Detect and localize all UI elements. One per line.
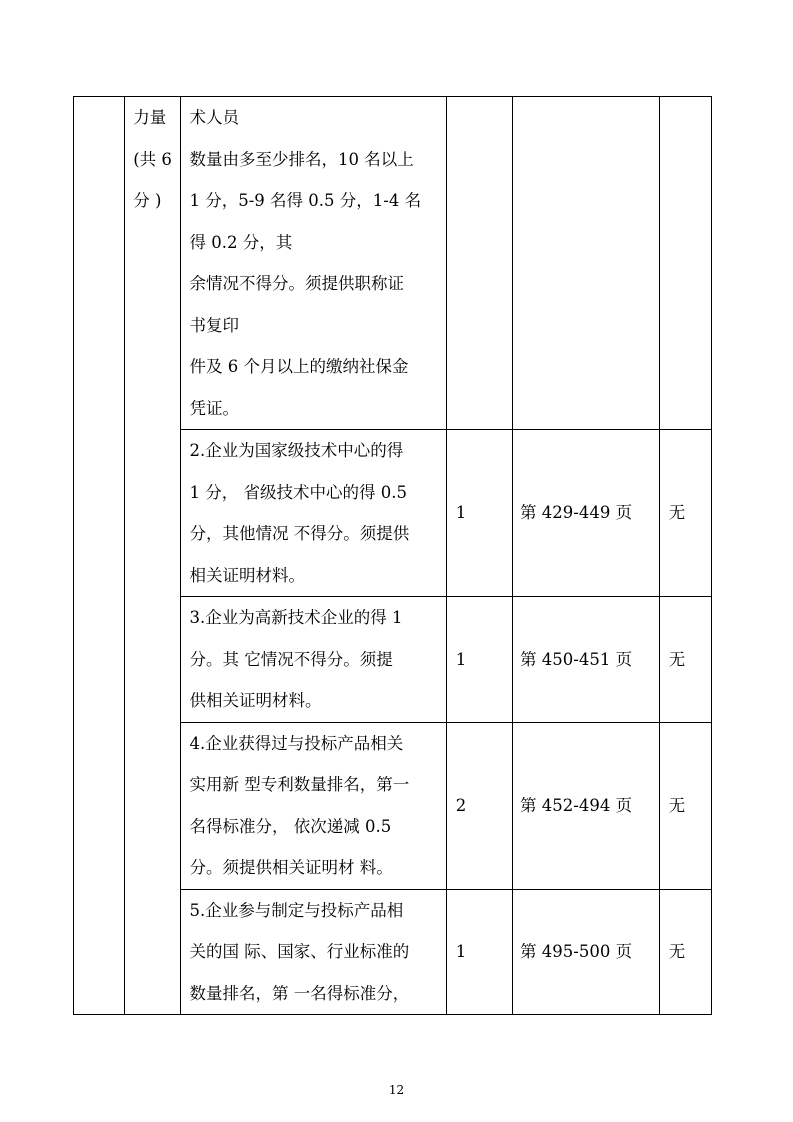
criteria-line: 名得标准分， 依次递减 0.5 [189, 816, 392, 836]
criteria-line: 2.企业为国家级技术中心的得 [189, 441, 404, 460]
criteria-line: 相关证明材料。 [189, 565, 305, 585]
deviation-cell: 无 [659, 430, 711, 597]
page-ref-cell: 第 450-451 页 [513, 597, 660, 723]
criteria-line: 分，其他情况 不得分。须提供 [189, 524, 410, 543]
category-line: (共 6 [133, 149, 172, 169]
criteria-line: 4.企业获得过与投标产品相关 [189, 733, 404, 753]
category-cell [125, 97, 181, 1015]
score-cell [446, 97, 512, 430]
criteria-line: 3.企业为高新技术企业的得 1 [189, 608, 403, 627]
criteria-line: 余情况不得分。须提供职称证 [189, 274, 404, 293]
criteria-line: 凭证。 [189, 398, 239, 418]
criteria-line: 分。须提供相关证明材 料。 [189, 858, 393, 877]
table-row [74, 97, 712, 430]
criteria-cell [181, 889, 446, 1015]
deviation-cell: 无 [659, 722, 711, 889]
criteria-line: 术人员 [189, 108, 239, 127]
criteria-line: 1 分，5-9 名得 0.5 分，1-4 名 [189, 191, 422, 210]
page-number: 12 [388, 1083, 405, 1097]
deviation-cell: 无 [659, 889, 711, 1015]
criteria-line: 5.企业参与制定与投标产品相 [189, 900, 404, 920]
deviation-cell: 无 [659, 597, 711, 723]
category-line: 分 ) [133, 191, 162, 210]
index-cell [74, 97, 125, 1015]
criteria-line: 1 分， 省级技术中心的得 0.5 [189, 482, 407, 502]
criteria-cell [181, 722, 446, 889]
score-cell: 1 [446, 430, 512, 597]
criteria-cell [181, 597, 446, 723]
criteria-cell [181, 430, 446, 597]
score-cell: 1 [446, 889, 512, 1015]
score-cell: 2 [446, 722, 512, 889]
page-ref-cell: 第 495-500 页 [513, 889, 660, 1015]
criteria-line: 数量排名，第 一名得标准分， [189, 983, 410, 1003]
scoring-table [73, 96, 712, 1015]
category-line: 力量 [133, 108, 167, 127]
criteria-line: 实用新 型专利数量排名，第一 [189, 775, 410, 794]
criteria-line: 供相关证明材料。 [189, 691, 322, 710]
page-ref-cell: 第 452-494 页 [513, 722, 660, 889]
criteria-line: 数量由多至少排名，10 名以上 [189, 149, 414, 169]
deviation-cell [659, 97, 711, 430]
criteria-line: 得 0.2 分，其 [189, 232, 293, 252]
criteria-line: 件及 6 个月以上的缴纳社保金 [189, 357, 409, 376]
criteria-cell [181, 97, 446, 430]
criteria-line: 分。其 它情况不得分。须提 [189, 649, 393, 669]
score-cell: 1 [446, 597, 512, 723]
criteria-line: 书复印 [189, 315, 239, 335]
criteria-line: 关的国 际、国家、行业标准的 [189, 942, 410, 961]
page-ref-cell [513, 97, 660, 430]
page-ref-cell: 第 429-449 页 [513, 430, 660, 597]
